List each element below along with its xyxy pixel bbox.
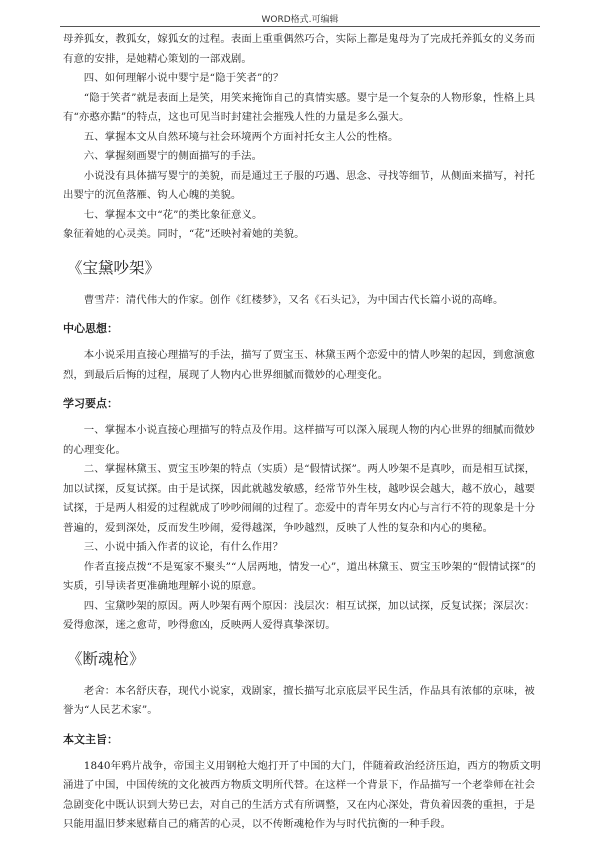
paragraph-continuation: 母养狐女，教狐女，嫁狐女的过程。表面上重重偶然巧合，实际上都是鬼母为了完成托养狐女的义务而有意的安排，是她精心策划的一部戏剧。 [63, 33, 536, 65]
central-idea-text: 本小说采用直接心理描写的手法，描写了贾宝玉、林黛玉两个恋爱中的情人吵架的起因，到愈演愈烈，到最后后悔的过程，展现了人物内心世界细腻而微妙的心理变化。 [63, 349, 535, 381]
point-5-heading: 五、掌握本文从自然环境与社会环境两个方面衬托女主人公的性格。 [83, 130, 399, 143]
heading-central-idea: 中心思想： [63, 322, 118, 335]
section-title-duanhunqiang: 《断魂枪》 [67, 649, 145, 668]
page-header: WORD格式.可编辑 [261, 15, 339, 25]
key-point-2: 二、掌握林黛玉、贾宝玉吵架的特点（实质）是“假情试探”。两人吵架不是真吵，而是相互试探，加以试探，反复试探。由于是试探，因此就越发敏感，经常节外生枝，越吵误会越大，越不放心，越要试探，于是两人相爱的过程就成了吵吵闹闹的过程了。恋爱中的青年男女内心与言行不符的现象是十分普遍的，爱到深处，反而发生吵闹，爱得越深，争吵越烈，反映了人性的复杂和内心的奥秘。 [63, 463, 536, 534]
point-7-heading: 七、掌握本文中“花”的类比象征意义。 [83, 208, 263, 221]
heading-key-points: 学习要点： [63, 397, 118, 410]
key-point-1: 一、掌握本小说直接心理描写的特点及作用。这样描写可以深入展现人物的内心世界的细腻而微妙的心理变化。 [63, 424, 535, 456]
key-point-4: 四、宝黛吵架的原因。两人吵架有两个原因：浅层次：相互试探，加以试探，反复试探；深层次：爱得愈深，迷之愈苛，吵得愈凶，反映两人爱得真挚深切。 [63, 599, 535, 631]
author-intro-laoshe: 老舍：本名舒庆春，现代小说家，戏剧家，擅长描写北京底层平民生活，作品具有浓郁的京味，被誉为“人民艺术家”。 [63, 684, 535, 716]
header-divider [60, 26, 540, 27]
point-7-answer: 象征着她的心灵美。同时，“花”还映衬着她的美貌。 [63, 228, 305, 240]
author-intro-cao: 曹雪芹：清代伟大的作家。创作《红楼梦》，又名《石头记》，为中国古代长篇小说的高峰。 [83, 293, 504, 306]
heading-main-theme: 本文主旨： [63, 732, 118, 746]
point-4-answer: “隐于笑者”就是表面上是笑，用笑来掩饰自己的真情实感。婴宁是一个复杂的人物形象，性格上具有“亦憨亦黠”的特点，这也可见当时封建社会摧残人性的力量是多么强大。 [63, 91, 536, 123]
point-6-heading: 六、掌握刻画婴宁的侧面描写的手法。 [83, 150, 263, 162]
main-theme-text: 1840年鸦片战争，帝国主义用钢枪大炮打开了中国的大门，伴随着政治经济压迫，西方的物质文明涌进了中国，中国传统的文化被西方物质文明所代替。在这样一个背景下，作品描写一个老拳师在社会急剧变化中既认识到大势已去，对自己的生活方式有所调整，又在内心深处，背负着因袭的重担，于是只能用温旧梦来慰藉自己的痛苦的心灵，以不传断魂枪作为与时代抗衡的一种手段。 [63, 759, 541, 830]
document-body [63, 30, 541, 835]
section-title-baodai: 《宝黛吵架》 [67, 258, 161, 277]
point-6-answer: 小说没有具体描写婴宁的美貌，而是通过王子服的巧遇、思念、寻找等细节，从侧面来描写，衬托出婴宁的沉鱼落雁、钩人心魄的美貌。 [63, 169, 535, 201]
point-4-heading: 四、如何理解小说中婴宁是“隐于笑者”的？ [83, 72, 284, 84]
key-point-3-heading: 三、小说中插入作者的议论，有什么作用？ [83, 541, 284, 553]
key-point-3-answer: 作者直接点拨“不是冤家不聚头”“人居两地，情发一心”，道出林黛玉、贾宝玉吵架的“假情试探”的实质，引导读者更准确地理解小说的原意。 [63, 560, 536, 592]
